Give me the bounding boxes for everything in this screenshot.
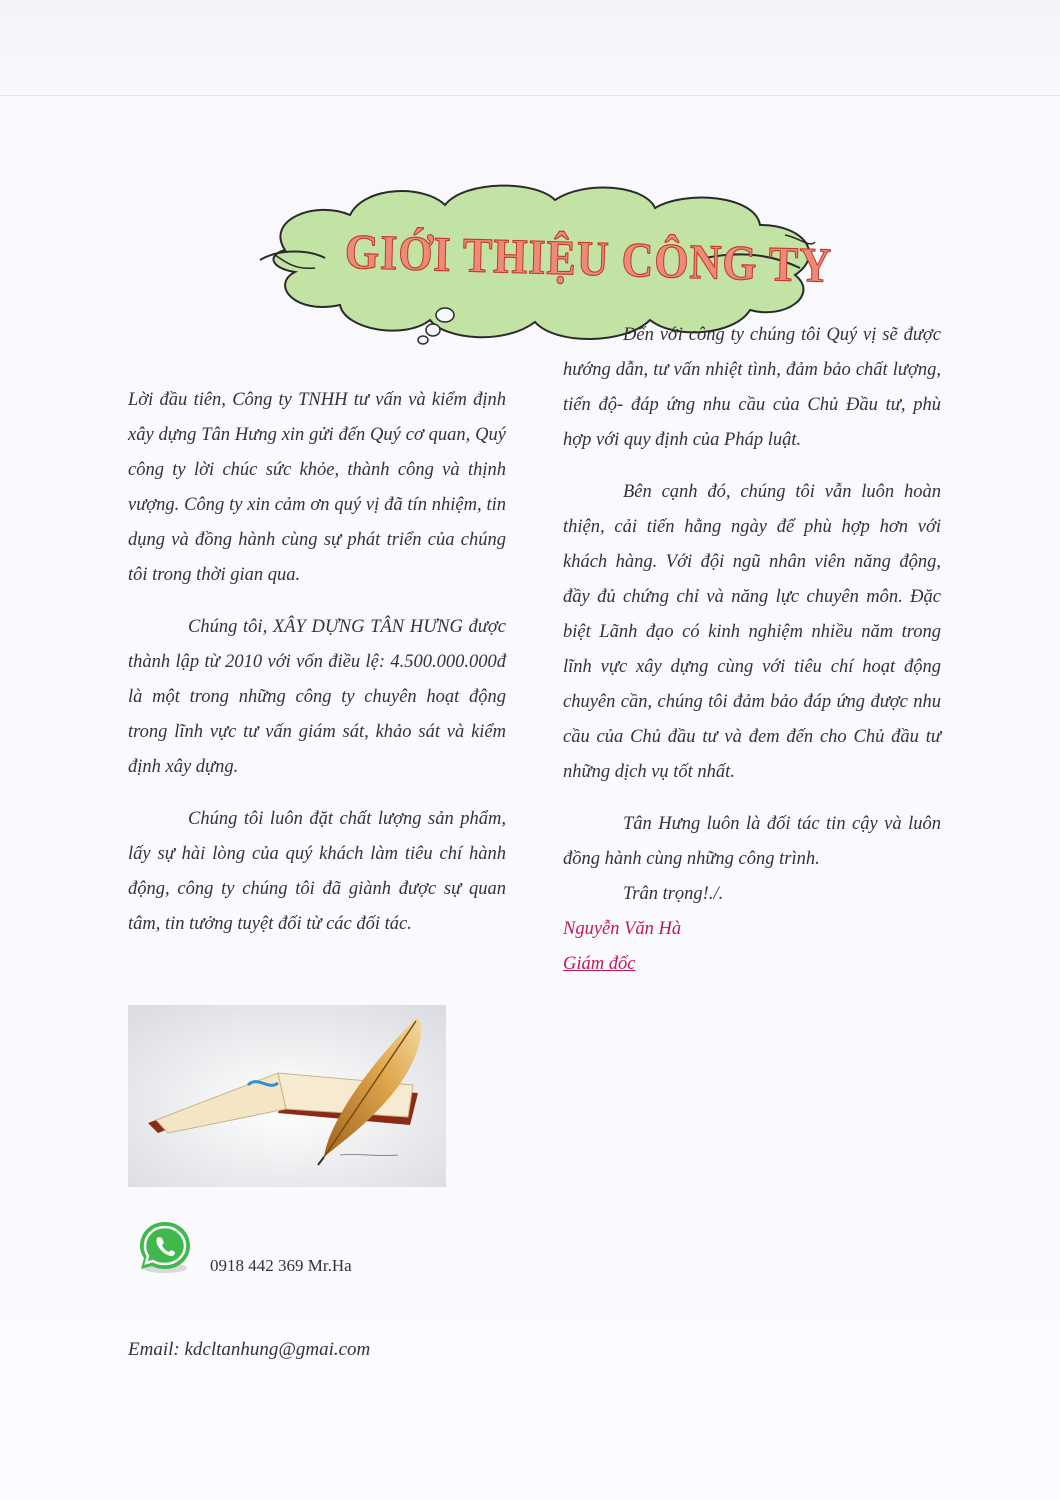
improvement-paragraph: Bên cạnh đó, chúng tôi vẫn luôn hoàn thiện, cải tiến hằng ngày để phù hợp hơn với khách hàng. Với đội ngũ nhân viên năng động, đầy đủ chứng chỉ và năng lực chuyên môn. Đặc biệt Lãnh đạo có kinh nghiệm nhiều năm trong lĩnh vực xây dựng cùng với tiêu chí hoạt động chuyên cần, chúng tôi đảm bảo đáp ứng được nhu cầu của Chủ đầu tư và đem đến cho Chủ đầu tư những dịch vụ tốt nhất. (563, 482, 941, 782)
left-column (128, 383, 506, 942)
scan-edge-line (0, 95, 1060, 96)
quality-paragraph: Chúng tôi luôn đặt chất lượng sản phẩm, lấy sự hài lòng của quý khách làm tiêu chí hành động, công ty chúng tôi đã giành được sự quan tâm, tin tưởng tuyệt đối từ các đối tác. (128, 809, 506, 934)
intro-paragraph: Lời đầu tiên, Công ty TNHH tư vấn và kiểm định xây dựng Tân Hưng xin gửi đến Quý cơ quan, Quý công ty lời chúc sức khỏe, thành công và thịnh vượng. Công ty xin cảm ơn quý vị đã tín nhiệm, tin dụng và đồng hành cùng sự phát triển của chúng tôi trong thời gian qua. (128, 390, 506, 585)
company-paragraph: Chúng tôi, XÂY DỰNG TÂN HƯNG được thành lập từ 2010 với vốn điều lệ: 4.500.000.000đ là một trong những công ty chuyên hoạt động trong lĩnh vực tư vấn giám sát, khảo sát và kiểm định xây dựng. (128, 617, 506, 777)
page-title: GIỚI THIỆU CÔNG TY (344, 224, 833, 294)
whatsapp-icon[interactable] (134, 1216, 196, 1276)
signer-title: Giám đốc (563, 954, 636, 974)
right-column (563, 318, 941, 982)
book-quill-image (128, 1005, 446, 1187)
signer-name: Nguyễn Văn Hà (563, 919, 682, 939)
email-address: Email: kdcltanhung@gmai.com (128, 1339, 371, 1360)
partner-paragraph: Tân Hưng luôn là đối tác tin cậy và luôn đồng hành cùng những công trình. (563, 814, 941, 869)
service-paragraph: Đến với công ty chúng tôi Quý vị sẽ được hướng dẫn, tư vấn nhiệt tình, đảm bảo chất lượng, tiến độ- đáp ứng nhu cầu của Chủ Đầu tư, phù hợp với quy định của Pháp luật. (563, 325, 941, 450)
closing-line: Trân trọng!./. (623, 884, 724, 904)
phone-number: 0918 442 369 Mr.Ha (210, 1256, 352, 1275)
